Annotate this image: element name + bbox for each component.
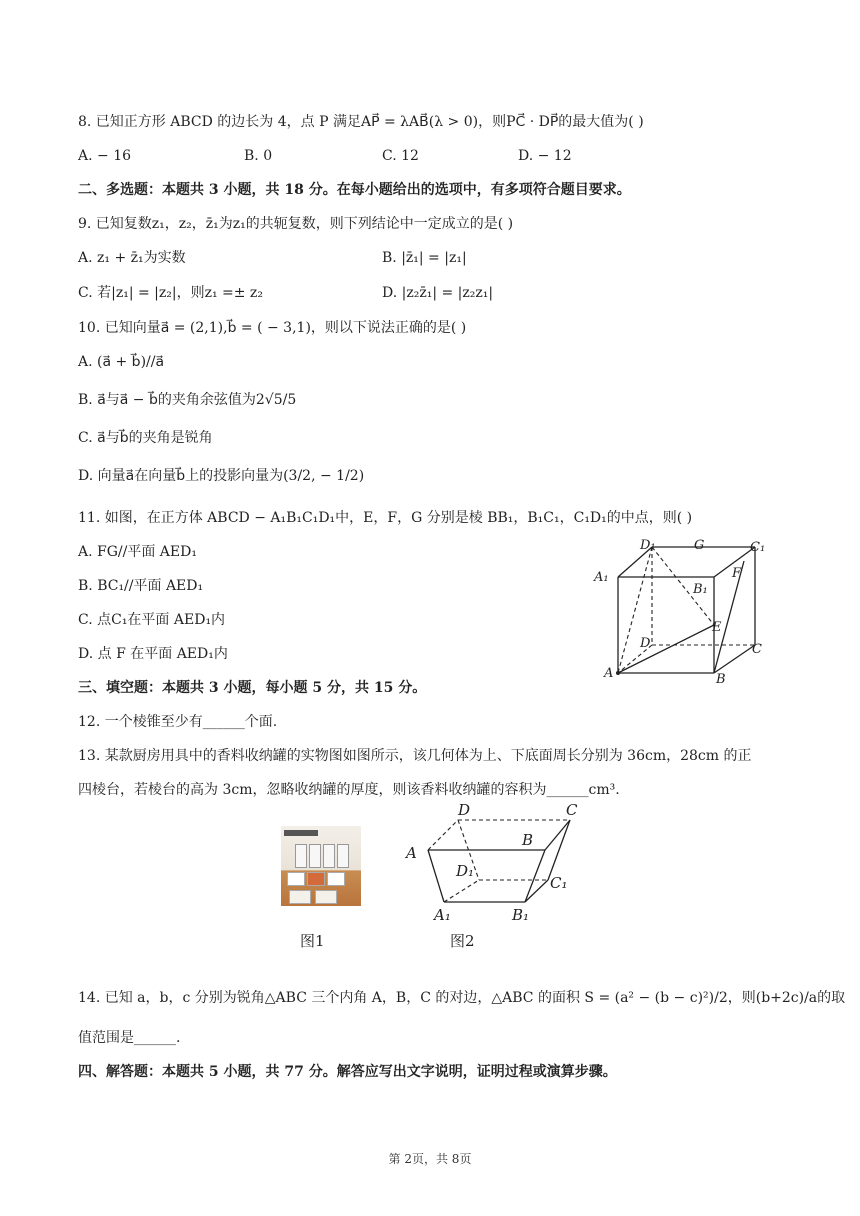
cube-label-a: A (604, 666, 614, 681)
cube-label-a1: A₁ (594, 570, 609, 585)
cube-label-d: D (640, 636, 651, 651)
figure1-caption: 图1 (300, 932, 325, 950)
section-heading-answer: 四、解答题：本题共 5 小题，共 77 分。解答应写出文字说明，证明过程或演算步骤。 (78, 1064, 617, 1080)
cube-label-f: F (732, 566, 742, 581)
q8-option-b: B. 0 (244, 148, 273, 164)
q10-option-b: B. a⃗与a⃗ − b⃗的夹角余弦值为2√5/5 (78, 392, 297, 408)
q11-option-a: A. FG//平面 AED₁ (78, 544, 197, 560)
frustum-label-c1: C₁ (550, 874, 568, 892)
frustum-figure (400, 800, 590, 925)
q10-option-d: D. 向量a⃗在向量b⃗上的投影向量为(3/2, − 1/2) (78, 468, 365, 484)
figure2-caption: 图2 (450, 932, 475, 950)
frustum-label-b: B (522, 831, 534, 849)
q10-option-a: A. (a⃗ + b⃗)//a⃗ (78, 354, 165, 370)
cube-label-e: E (712, 620, 722, 635)
q9-stem: 9. 已知复数z₁，z₂，z̄₁为z₁的共轭复数，则下列结论中一定成立的是( ) (78, 216, 514, 232)
frustum-label-a1: A₁ (434, 906, 451, 924)
section-heading-multi-choice: 二、多选题：本题共 3 小题，共 18 分。在每小题给出的选项中，有多项符合题目要求。 (78, 182, 631, 198)
q13-line1: 13. 某款厨房用具中的香料收纳罐的实物图如图所示，该几何体为上、下底面周长分别为 36cm，28cm 的正 (78, 748, 752, 764)
q9-option-a: A. z₁ + z̄₁为实数 (78, 250, 186, 266)
cube-label-g: G (694, 538, 705, 553)
q14-line2: 值范围是______. (78, 1030, 181, 1046)
cube-label-b1: B₁ (693, 582, 708, 597)
q10-option-c: C. a⃗与b⃗的夹角是锐角 (78, 430, 213, 446)
cube-label-d1: D₁ (640, 538, 656, 553)
q8-option-c: C. 12 (382, 148, 419, 164)
page-footer: 第 2页，共 8页 (388, 1152, 472, 1166)
cube-label-b: B (716, 672, 726, 685)
q9-option-b: B. |z̄₁| = |z₁| (382, 250, 467, 266)
section-heading-fill-blank: 三、填空题：本题共 3 小题，每小题 5 分，共 15 分。 (78, 680, 427, 696)
q9-option-d: D. |z₂z̄₁| = |z₂z₁| (382, 285, 494, 301)
frustum-label-b1: B₁ (512, 906, 530, 924)
cube-label-c1: C₁ (750, 540, 766, 555)
frustum-label-c: C (566, 801, 578, 819)
q13-line2: 四棱台，若棱台的高为 3cm，忽略收纳罐的厚度，则该香料收纳罐的容积为______cm³. (78, 782, 620, 798)
frustum-label-d1: D₁ (456, 862, 475, 880)
q12-stem: 12. 一个棱锥至少有______个面. (78, 714, 278, 730)
q11-option-d: D. 点 F 在平面 AED₁内 (78, 646, 228, 662)
cube-figure (590, 535, 770, 685)
spice-jar-photo (281, 826, 361, 906)
q11-stem: 11. 如图，在正方体 ABCD − A₁B₁C₁D₁中，E，F，G 分别是棱 BB₁，B₁C₁，C₁D₁的中点，则( ) (78, 510, 693, 526)
q11-option-b: B. BC₁//平面 AED₁ (78, 578, 204, 594)
q9-option-c: C. 若|z₁| = |z₂|，则z₁ =± z₂ (78, 285, 263, 301)
q8-option-a: A. − 16 (78, 148, 132, 164)
cube-label-c: C (752, 642, 762, 657)
frustum-label-d: D (458, 801, 471, 819)
q11-option-c: C. 点C₁在平面 AED₁内 (78, 612, 226, 628)
q10-stem: 10. 已知向量a⃗ = (2,1),b⃗ = ( − 3,1)，则以下说法正确的是( ) (78, 320, 467, 336)
q14-line1: 14. 已知 a，b，c 分别为锐角△ABC 三个内角 A，B，C 的对边，△ABC 的面积 S = (a² − (b − c)²)/2，则(b+2c)/a的取 (78, 990, 846, 1006)
q8-stem: 8. 已知正方形 ABCD 的边长为 4，点 P 满足AP⃗ = λAB⃗(λ > 0)，则PC⃗ · DP⃗的最大值为( ) (78, 114, 644, 130)
frustum-label-a: A (406, 844, 417, 862)
q8-option-d: D. − 12 (518, 148, 572, 164)
